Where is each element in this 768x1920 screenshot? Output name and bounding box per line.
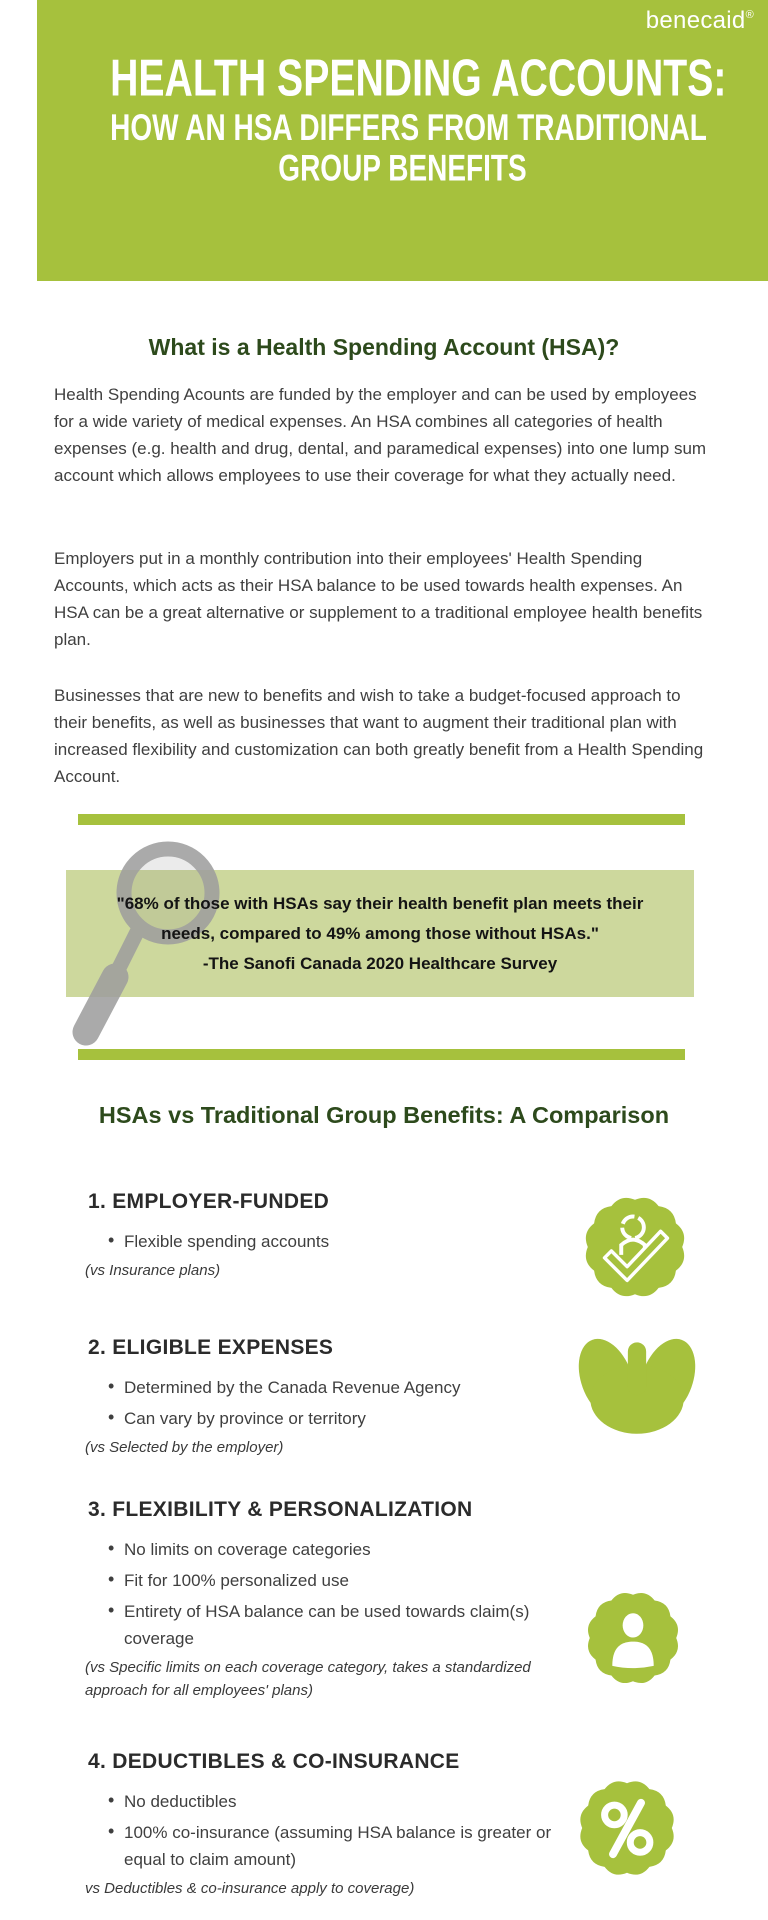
- item-vs-note: vs Deductibles & co-insurance apply to coverage): [85, 1880, 415, 1897]
- item-title: 3. FLEXIBILITY & PERSONALIZATION: [88, 1498, 473, 1521]
- item-title: 2. ELIGIBLE EXPENSES: [88, 1336, 334, 1359]
- caring-hands-icon: [570, 1324, 704, 1444]
- comparison-item-eligible-expenses: [75, 1336, 555, 1459]
- quote-attribution: -The Sanofi Canada 2020 Healthcare Survey: [202, 954, 558, 973]
- person-check-badge-icon: [576, 1186, 694, 1308]
- bullet-point: • Determined by the Canada Revenue Agency: [75, 1374, 555, 1401]
- bullet-point: • 100% co-insurance (assuming HSA balance is greater or equal to claim amount): [75, 1819, 555, 1873]
- intro-paragraph-2: Employers put in a monthly contribution into their employees' Health Spending Accounts, which acts as their HSA balance to be used towards health expenses. An HSA can be a great alternative or supplement to a traditional employee health benefits plan.: [54, 549, 703, 649]
- logo-text: benecaid: [645, 7, 746, 34]
- title-line-3: GROUP BENEFITS: [278, 147, 527, 189]
- bullet-point: • Fit for 100% personalized use: [75, 1567, 555, 1594]
- intro-paragraph-3: Businesses that are new to benefits and wish to take a budget-focused approach to their benefits, as well as businesses that want to augment their traditional plan with increased flexibility and customization can both greatly benefit from a Health Spending Account.: [54, 686, 704, 786]
- bullet-point: • Can vary by province or territory: [75, 1405, 555, 1432]
- title-line-1: HEALTH SPENDING ACCOUNTS:: [110, 50, 727, 108]
- quote-text: [66, 889, 694, 979]
- item-bullet-list: [75, 1536, 555, 1652]
- comparison-item-deductibles: [75, 1750, 555, 1900]
- item-bullet-list: [75, 1228, 555, 1255]
- bullet-point: • Entirety of HSA balance can be used towards claim(s) coverage: [75, 1598, 555, 1652]
- comparison-item-flexibility: [75, 1498, 555, 1702]
- divider-bar-top: [78, 814, 685, 825]
- bullet-point: • No deductibles: [75, 1788, 555, 1815]
- person-badge-icon: [579, 1584, 687, 1692]
- quote-line-2: needs, compared to 49% among those without HSAs.": [161, 924, 599, 943]
- title-line-2: HOW AN HSA DIFFERS FROM TRADITIONAL: [110, 107, 707, 149]
- intro-paragraph-1: Health Spending Acounts are funded by the employer and can be used by employees for a wide variety of medical expenses. An HSA combines all categories of health expenses (e.g. health and drug, dental, and paramedical expenses) into one lump sum account which allows employees to use their coverage for what they actually need.: [54, 385, 707, 485]
- quote-line-1: "68% of those with HSAs say their health benefit plan meets their: [116, 894, 644, 913]
- percent-badge-icon: [571, 1772, 683, 1884]
- item-vs-note: (vs Selected by the employer): [85, 1439, 284, 1456]
- item-title: 1. EMPLOYER-FUNDED: [88, 1190, 330, 1213]
- bullet-point: • Flexible spending accounts: [75, 1228, 555, 1255]
- comparison-heading: HSAs vs Traditional Group Benefits: A Comparison: [98, 1102, 670, 1128]
- registered-mark: ®: [745, 9, 754, 21]
- bullet-point: • No limits on coverage categories: [75, 1536, 555, 1563]
- item-bullet-list: [75, 1788, 555, 1873]
- item-bullet-list: [75, 1374, 555, 1432]
- intro-heading: What is a Health Spending Account (HSA)?: [148, 334, 620, 360]
- page-title: [110, 50, 727, 189]
- item-title: 4. DEDUCTIBLES & CO-INSURANCE: [88, 1750, 460, 1773]
- comparison-item-employer-funded: [75, 1190, 555, 1282]
- benecaid-logo: [646, 7, 754, 35]
- header-banner: [37, 0, 768, 281]
- item-vs-note: (vs Insurance plans): [85, 1262, 221, 1279]
- item-vs-note: (vs Specific limits on each coverage category, takes a standardized approach for all employees' plans): [85, 1659, 531, 1699]
